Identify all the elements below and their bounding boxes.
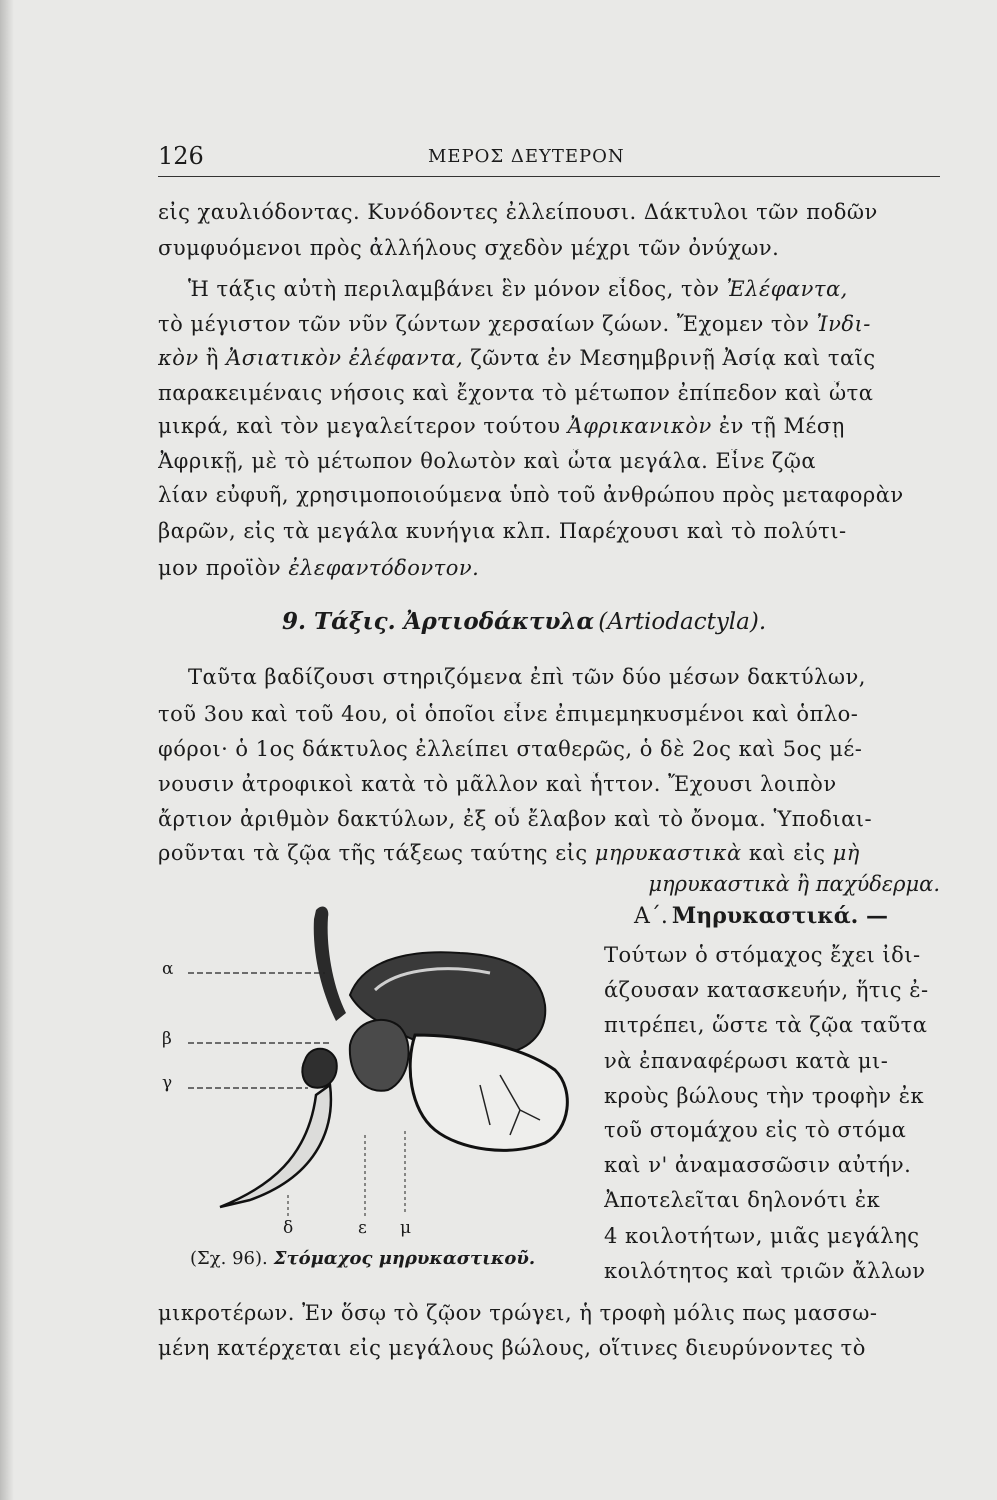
text-line: 4 κοιλοτήτων, μιᾶς μεγάλης (604, 1224, 920, 1248)
figure-caption (190, 1248, 535, 1269)
text-run: ροῦνται τὰ ζῷα τῆς τάξεως ταύτης εἰς (158, 841, 595, 865)
text-line: καὶ ν' ἀναμασσῶσιν αὐτήν. (604, 1153, 912, 1177)
text-run: ἢ (198, 346, 227, 370)
page-edge (0, 0, 14, 1500)
italic-term: ἐλεφαντόδοντον. (288, 556, 480, 580)
text-line: πιτρέπει, ὥστε τὰ ζῷα ταῦτα (604, 1013, 928, 1037)
text-line: λίαν εὐφυῆ, χρησιμοποιούμενα ὑπὸ τοῦ ἀνθρώπου πρὸς μεταφορὰν (158, 483, 904, 507)
italic-term: Ἀφρικανικὸν (567, 414, 712, 438)
text-line: Ἀφρικῇ, μὲ τὸ μέτωπον θολωτὸν καὶ ὦτα μεγάλα. Εἶνε ζῷα (158, 449, 817, 473)
text-line: κοιλότητος καὶ τριῶν ἄλλων (604, 1259, 926, 1283)
section-heading (282, 608, 766, 635)
text-run: ἐν τῇ Μέσῃ (711, 414, 845, 438)
text-line: τοῦ 3ου καὶ τοῦ 4ου, οἱ ὁποῖοι εἶνε ἐπιμεμηκυσμένοι καὶ ὁπλο- (158, 702, 859, 726)
caption-title: Στόμαχος μηρυκαστικοῦ. (273, 1248, 536, 1269)
heading-latin: (Artiodactyla). (598, 609, 767, 635)
text-line (158, 556, 958, 580)
label-mu: μ (400, 1218, 412, 1238)
omasum-shape (302, 1049, 336, 1088)
subsection-label: Α΄. (634, 904, 668, 929)
duodenum-shape (220, 1085, 331, 1207)
abomasum-shape (410, 1035, 567, 1150)
text-line (158, 312, 958, 336)
text-line: μικροτέρων. Ἐν ὅσῳ τὸ ζῷον τρώγει, ἡ τροφὴ μόλις πως μασσω- (158, 1301, 878, 1325)
label-gamma: γ (162, 1073, 173, 1093)
text-line: κροὺς βώλους τὴν τροφὴν ἐκ (604, 1084, 925, 1108)
italic-term: κὸν (158, 346, 199, 370)
text-line: ἄρτιον ἀριθμὸν δακτύλων, ἐξ οὗ ἔλαβον καὶ τὸ ὄνομα. Ὑποδιαι- (158, 807, 873, 831)
text-line: Ἀποτελεῖται δηλονότι ἐκ (604, 1188, 881, 1212)
text-run: τὸ μέγιστον τῶν νῦν ζώντων χερσαίων ζώων. Ἔχομεν τὸν (158, 312, 817, 336)
running-head: ΜΕΡΟΣ ΔΕΥΤΕΡΟΝ (428, 146, 625, 167)
reticulum-shape (350, 1020, 409, 1091)
label-epsilon: ε (358, 1218, 367, 1238)
text-line: άζουσαν κατασκευήν, ἥτις ἐ- (604, 978, 929, 1002)
text-line: μηρυκαστικὰ ἢ παχύδερμα. (648, 872, 940, 896)
page-header (158, 140, 940, 177)
label-alpha: α (162, 959, 174, 979)
italic-term: μὴ (832, 841, 860, 865)
text-run: καὶ εἰς (741, 841, 833, 865)
text-run: Ἡ τάξις αὐτὴ περιλαμβάνει ἓν μόνον εἶδος, τὸν (188, 277, 727, 301)
text-line: συμφυόμενοι πρὸς ἀλλήλους σχεδὸν μέχρι τῶν ὀνύχων. (158, 236, 780, 260)
text-line (158, 346, 958, 370)
caption-number: (Σχ. 96). (190, 1248, 268, 1269)
text-run: ζῶντα ἐν Μεσημβρινῇ Ἀσίᾳ καὶ ταῖς (463, 346, 876, 370)
text-line: τοῦ στομάχου εἰς τὸ στόμα (604, 1118, 907, 1142)
text-line (188, 277, 958, 301)
italic-term: Ἰνδι- (816, 312, 871, 336)
stomach-drawing (160, 895, 580, 1220)
text-line: μένη κατέρχεται εἰς μεγάλους βώλους, οἵτινες διευρύνοντες τὸ (158, 1336, 866, 1360)
subsection-title: Μηρυκαστικά. — (671, 903, 888, 929)
esophagus-shape (314, 906, 346, 1021)
subsection-heading (634, 903, 888, 929)
italic-term: Ἐλέφαντα, (726, 277, 848, 301)
text-line: νὰ ἐπαναφέρωσι κατὰ μι- (604, 1049, 889, 1073)
text-line (158, 414, 958, 438)
text-line: νουσιν ἀτροφικοὶ κατὰ τὸ μᾶλλον καὶ ἧττον. Ἔχουσι λοιπὸν (158, 772, 837, 796)
italic-term: μηρυκαστικὰ (594, 841, 742, 865)
text-run: μικρά, καὶ τὸν μεγαλείτερον τούτου (158, 414, 568, 438)
text-line: φόροι· ὁ 1ος δάκτυλος ἐλλείπει σταθερῶς, ὁ δὲ 2ος καὶ 5ος μέ- (158, 737, 863, 761)
text-run: μον προϊὸν (158, 556, 289, 580)
text-line: Ταῦτα βαδίζουσι στηριζόμενα ἐπὶ τῶν δύο μέσων δακτύλων, (188, 665, 866, 689)
italic-term: Ἀσιατικὸν ἐλέφαντα, (226, 346, 464, 370)
text-line: Τούτων ὁ στόμαχος ἔχει ἰδι- (604, 943, 921, 967)
label-beta: β (162, 1029, 172, 1049)
text-line: παρακειμέναις νήσοις καὶ ἔχοντα τὸ μέτωπον ἐπίπεδον καὶ ὦτα (158, 381, 874, 405)
heading-title: 9. Τάξις. Ἀρτιοδάκτυλα (282, 608, 595, 635)
page-number: 126 (158, 142, 204, 170)
text-line (158, 841, 958, 865)
text-line: βαρῶν, εἰς τὰ μεγάλα κυνήγια κλπ. Παρέχουσι καὶ τὸ πολύτι- (158, 519, 847, 543)
text-line: εἰς χαυλιόδοντας. Κυνόδοντες ἐλλείπουσι. Δάκτυλοι τῶν ποδῶν (158, 200, 878, 224)
stomach-illustration (160, 895, 580, 1220)
label-delta: δ (283, 1218, 294, 1238)
